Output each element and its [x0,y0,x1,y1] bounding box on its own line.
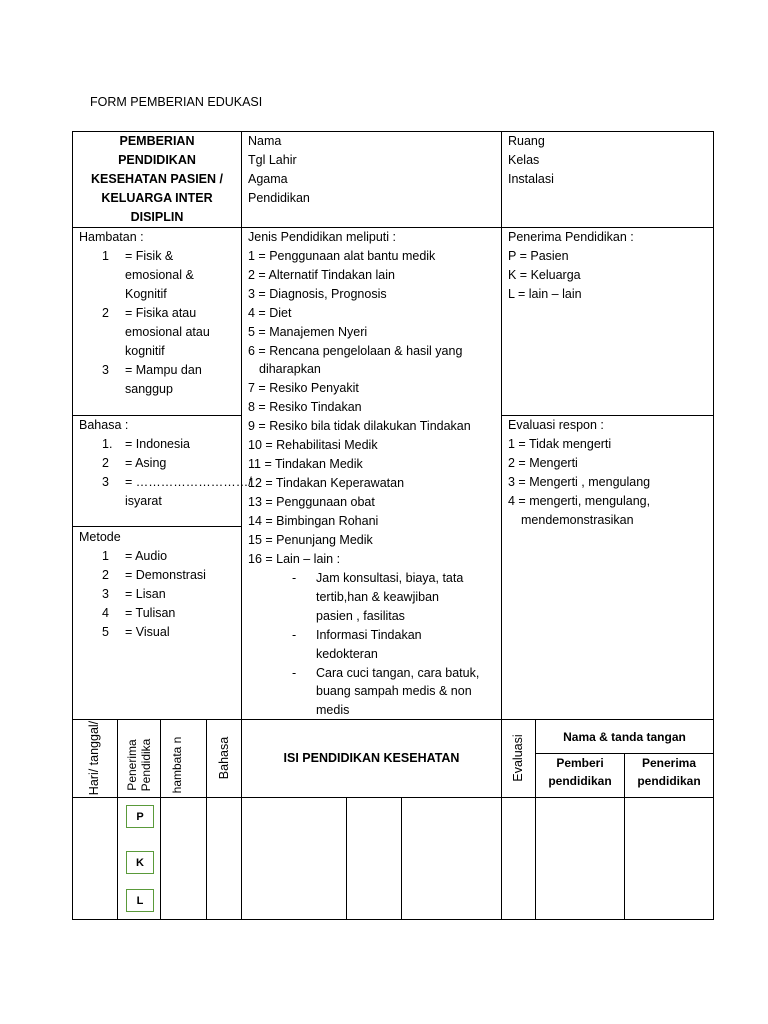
jenis-item: 14 = Bimbingan Rohani [248,513,379,528]
metode-num: 5 [102,625,109,639]
jenis-item: 15 = Penunjang Medik [248,532,373,547]
sub-line: Cara cuci tangan, cara batuk, [316,665,480,680]
hambatan-line: = Mampu dan [125,363,202,377]
hambatan-line: kognitif [125,344,165,358]
jenis-item: 16 = Lain – lain : [248,551,341,566]
bahasa-line: isyarat [125,494,162,508]
jenis-item: 4 = Diet [248,305,292,320]
header-title-line: KELUARGA INTER [101,191,213,205]
table-border-right [713,131,714,920]
field-agama: Agama [248,172,288,186]
penerima-block [508,228,634,304]
hambatan-num: 3 [102,363,109,377]
jenis-item: 1 = Penggunaan alat bantu medik [248,249,436,263]
header-title-line: PEMBERIAN [119,134,195,148]
checkbox-lain[interactable]: L [126,889,154,912]
sub-line: kedokteran [316,646,378,661]
table-border-bottom [72,919,714,920]
hambatan-line: Kognitif [125,287,167,301]
penerima-ttd-line: Penerima [641,756,697,770]
penerima-ttd-line: pendidikan [637,774,701,788]
hambatan-line: sanggup [125,382,173,396]
jenis-item: 5 = Manajemen Nyeri [248,324,368,339]
sub-line: Jam konsultasi, biaya, tata [316,571,464,585]
col-header-penerima: Penerima Pendidika [125,738,153,792]
field-pendidikan: Pendidikan [248,191,310,205]
penerima-item: L = lain – lain [508,287,582,301]
jenis-item: 3 = Diagnosis, Prognosis [248,286,387,301]
col-divider-evaluasi [535,719,536,920]
hambatan-line: emosional & [125,268,194,282]
col-divider-isi-a [346,797,347,920]
header-title-line: PENDIDIKAN [118,153,196,167]
bahasa-num: 1. [102,437,113,451]
pemberi-line: Pemberi [556,756,604,770]
checkbox-keluarga[interactable]: K [126,851,154,874]
header-title-line: DISIPLIN [130,210,184,224]
metode-item: = Tulisan [125,606,176,620]
hambatan-line: emosional atau [125,325,210,339]
bahasa-line: = Indonesia [125,437,190,451]
bahasa-line: = ………………………/ [125,475,252,489]
hambatan-label: Hambatan : [79,230,144,244]
jenis-label: Jenis Pendidikan meliputi : [248,230,396,244]
evaluasi-item: 4 = mengerti, mengulang, [508,494,651,508]
hambatan-num: 1 [102,249,109,263]
jenis-item: 6 = Rencana pengelolaan & hasil yang [248,343,463,358]
metode-item: = Visual [125,625,170,639]
col-divider-hambatan [206,719,207,920]
jenis-item: 12 = Tindakan Keperawatan [248,475,405,490]
metode-item: = Audio [125,549,168,563]
field-kelas: Kelas [508,153,540,167]
penerima-label: Penerima Pendidikan : [508,230,634,244]
divider-col2 [501,131,502,720]
metode-label: Metode [79,530,121,544]
sub-line: Informasi Tindakan [316,627,422,642]
patient-fields [248,132,310,208]
field-ruang: Ruang [508,134,545,148]
field-instalasi: Instalasi [508,172,554,186]
divider-table-body [72,797,714,798]
bullet: - [292,627,297,642]
bahasa-num: 3 [102,475,109,489]
penerima-item: P = Pasien [508,249,569,263]
evaluasi-label: Evaluasi respon : [508,418,604,432]
col-divider-isi [501,719,502,920]
divider-col1 [241,131,242,720]
jenis-list [248,247,471,568]
sub-line: medis [316,703,350,718]
evaluasi-item: 1 = Tidak mengerti [508,437,612,451]
jenis-item: 8 = Resiko Tindakan [248,400,362,415]
location-fields [508,132,554,189]
metode-item: = Demonstrasi [125,568,206,582]
evaluasi-item: 3 = Mengerti , mengulang [508,475,651,489]
col-header-penerima-ttd [625,754,713,790]
col-header-bahasa: Bahasa [217,736,231,780]
metode-item: = Lisan [125,587,166,601]
col-header-isi: ISI PENDIDIKAN KESEHATAN [283,751,460,765]
col-header-nama-ttd: Nama & tanda tangan [563,730,686,744]
jenis-item: 13 = Penggunaan obat [248,494,375,509]
jenis-sub-item [292,664,479,721]
checkbox-pasien[interactable]: P [126,805,154,828]
metode-num: 2 [102,568,109,582]
bahasa-num: 2 [102,456,109,470]
col-header-hari: Hari/ tanggal/ [87,720,101,796]
bullet: - [292,571,297,585]
col-header-pemberi [536,754,624,790]
jenis-item: 2 = Alternatif Tindakan lain [248,267,395,282]
divider-bahasa [72,526,242,527]
pemberi-line: pendidikan [548,774,612,788]
jenis-item: 11 = Tindakan Medik [248,456,363,471]
field-nama: Nama [248,134,282,148]
field-tgl-lahir: Tgl Lahir [248,153,297,167]
penerima-item: K = Keluarga [508,268,581,282]
evaluasi-item: mendemonstrasikan [521,513,634,527]
jenis-item: 9 = Resiko bila tidak dilakukan Tindakan [248,419,471,434]
jenis-item: 7 = Resiko Penyakit [248,381,359,396]
header-title-line: KESEHATAN PASIEN / [91,172,223,186]
bullet: - [292,665,297,680]
evaluasi-block [508,416,650,530]
jenis-item: diharapkan [259,362,321,377]
col-divider-isi-b [401,797,402,920]
bahasa-line: = Asing [125,456,167,470]
hambatan-num: 2 [102,306,109,320]
sub-line: buang sampah medis & non [316,684,472,699]
jenis-item: 10 = Rehabilitasi Medik [248,438,378,453]
form-title: FORM PEMBERIAN EDUKASI [90,95,263,109]
jenis-sub-item [292,569,479,626]
jenis-sub-item [292,626,479,664]
jenis-sub-list [292,569,479,720]
metode-num: 1 [102,549,109,563]
sub-line: tertib,han & keawjiban [316,589,439,604]
bahasa-label: Bahasa : [79,418,129,432]
col-divider-penerima [160,719,161,920]
hambatan-line: = Fisik & [125,249,174,263]
sub-line: pasien , fasilitas [316,608,405,623]
hambatan-line: = Fisika atau [125,306,197,320]
col-divider-hari [117,719,118,920]
metode-num: 4 [102,606,109,620]
metode-num: 3 [102,587,109,601]
header-title [73,132,241,227]
col-header-evaluasi: Evaluasi [511,734,525,782]
col-header-hambatan: hambata n [170,736,184,794]
evaluasi-item: 2 = Mengerti [508,456,578,470]
